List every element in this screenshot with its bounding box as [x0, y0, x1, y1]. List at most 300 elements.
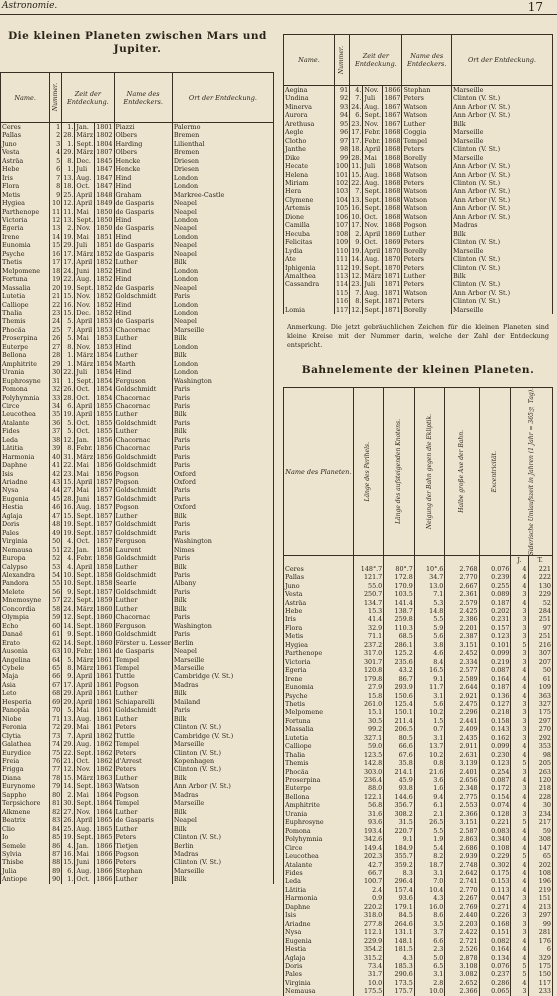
day: 12.: [63, 765, 74, 774]
place: Berlin: [172, 639, 273, 647]
table-row: [1, 301, 274, 309]
month: April: [75, 563, 95, 571]
place: Paris: [172, 554, 273, 562]
year: 1852: [96, 258, 113, 267]
discoverer: Watson: [114, 782, 172, 790]
period-days: 207: [528, 658, 553, 666]
period-days: 52: [528, 599, 553, 607]
inclination: 3.1: [414, 692, 445, 700]
node-longitude: 8.3: [384, 869, 415, 877]
day: 5.: [62, 419, 75, 427]
table-row: [284, 759, 553, 767]
planet-number: 73: [50, 732, 62, 740]
planet-number: 37: [50, 427, 62, 435]
day: 13.: [63, 215, 74, 224]
place: Bilk: [172, 715, 273, 723]
perihel-longitude: 100.7: [353, 877, 384, 885]
period-days: 297: [528, 717, 553, 725]
eccentricity: 0.221: [479, 818, 511, 826]
month: Mai: [75, 470, 95, 478]
eccentricity: 0.134: [479, 954, 511, 962]
table-row: [1, 478, 274, 486]
table-row: [1, 233, 274, 241]
semi-major-axis: 2.401: [445, 768, 479, 776]
planet-name: Lutetia: [1, 292, 50, 300]
planet-name: Ariadne: [284, 920, 354, 928]
inclination: 6.6: [414, 937, 445, 945]
planet-name: Parthenope: [1, 208, 50, 216]
planet-number: 85: [50, 833, 62, 841]
inclination: 21.6: [414, 768, 445, 776]
month: Oct.: [363, 238, 383, 246]
planet-number: 55: [50, 579, 62, 587]
discoverer: Chacornac: [114, 394, 172, 402]
planet-name: Nemausa: [284, 987, 354, 995]
month: Juni: [75, 495, 95, 503]
year: 1855: [96, 427, 113, 436]
planet-number: 53: [50, 563, 62, 571]
planet-name: Fortuna: [284, 717, 354, 725]
year: 1862: [96, 765, 113, 774]
eccentricity: 0.127: [479, 700, 511, 708]
table-row: [1, 470, 274, 478]
inclination: 1.6: [414, 784, 445, 792]
planet-name: Virginia: [1, 537, 50, 545]
place: Paris: [172, 385, 273, 393]
perihel-longitude: 123.5: [353, 751, 384, 759]
place: London: [172, 233, 273, 241]
table-row: [284, 204, 553, 212]
planet-name: Massalia: [1, 284, 50, 292]
planet-number: 60: [50, 622, 62, 630]
perihel-longitude: 31.7: [353, 970, 384, 978]
table-row: [1, 148, 274, 156]
discoverer: de Gasparis: [114, 317, 172, 325]
day: 24.: [63, 266, 74, 275]
year: 1856: [96, 461, 113, 470]
table-row: [1, 842, 274, 850]
perihel-longitude: 317.0: [353, 649, 384, 657]
place: Madras: [451, 221, 552, 229]
table-row: [1, 867, 274, 875]
table-row: [1, 875, 274, 883]
table-row: [284, 297, 553, 305]
table-row: [284, 624, 553, 632]
place: Bilk: [172, 410, 273, 418]
month: Oct.: [75, 875, 95, 883]
discoverer: Watson: [402, 204, 451, 212]
planet-name: Janthe: [284, 145, 335, 153]
place: Kopenhagen: [172, 757, 273, 765]
year: 1847: [96, 173, 113, 182]
planet-name: Terpsichore: [1, 799, 50, 807]
day: 2.: [62, 224, 75, 232]
period-days: 108: [528, 869, 553, 877]
day: 24.: [351, 102, 362, 111]
semi-major-axis: 3.151: [445, 641, 479, 649]
table-row: [284, 734, 553, 742]
day: 24.: [63, 604, 74, 613]
place: Bilk: [172, 825, 273, 833]
table-row: [284, 615, 553, 623]
planet-number: 87: [50, 850, 62, 858]
right-discovery-table: [283, 34, 553, 314]
month: Mai: [75, 334, 95, 342]
eccentricity: 0.158: [479, 717, 511, 725]
semi-major-axis: 2.387: [445, 632, 479, 640]
perihel-longitude: 42.7: [353, 861, 384, 869]
day: 8.: [350, 297, 363, 305]
planet-name: Pomona: [1, 385, 50, 393]
discoverer: Hind: [114, 368, 172, 376]
planet-number: 111: [335, 255, 349, 264]
planet-number: 88: [50, 858, 62, 866]
table-row: [1, 258, 274, 266]
year: 1861: [96, 680, 113, 689]
perihel-longitude: 0.9: [353, 894, 384, 902]
left-discovery-table: [0, 72, 274, 884]
planet-name: Hera: [284, 187, 335, 195]
day: 19.: [63, 528, 74, 537]
planet-name: Lätitia: [1, 444, 50, 452]
place: Ann Arbor (V. St.): [451, 111, 552, 119]
planet-name: Pandora: [1, 579, 50, 587]
perihel-longitude: 88.0: [353, 784, 384, 792]
period-years: 3: [511, 810, 528, 818]
year: 1854: [96, 385, 113, 394]
table-row: [1, 546, 274, 554]
year: 1857: [96, 511, 113, 520]
month: März: [76, 148, 94, 157]
node-longitude: 84.5: [384, 911, 415, 919]
inclination: 16.5: [414, 666, 445, 674]
day: 7.: [350, 94, 363, 102]
table-row: [284, 869, 553, 877]
discoverer: Piazzi: [114, 123, 172, 132]
table-row: [284, 230, 553, 238]
perihel-longitude: 93.6: [353, 818, 384, 826]
year: 1855: [96, 418, 113, 427]
place: Bilk: [172, 427, 273, 435]
perihel-longitude: 236.4: [353, 776, 384, 784]
table-row: [284, 793, 553, 801]
perihel-longitude: 261.0: [353, 700, 384, 708]
planet-name: Io: [1, 833, 50, 841]
discoverer: Pogson: [114, 470, 172, 478]
planet-name: Angelina: [1, 656, 50, 664]
day: 5.: [62, 317, 75, 325]
planet-name: Amphitrite: [284, 801, 354, 809]
month: April: [75, 317, 95, 325]
planet-name: Isis: [284, 911, 354, 919]
table-row: [284, 247, 553, 255]
table-row: [284, 582, 553, 590]
planet-name: Iphigenia: [284, 264, 335, 272]
col-node: Länge des aufsteigenden Knotens.: [384, 388, 415, 556]
eccentricity: 0.175: [479, 869, 511, 877]
table-row: [1, 208, 274, 216]
place: Clinton (V. St.): [451, 280, 552, 288]
day: 11.: [63, 207, 74, 216]
place: Clinton (V. St.): [451, 264, 552, 272]
inclination: 13.0: [414, 582, 445, 590]
table-row: [1, 250, 274, 258]
place: Neapel: [172, 647, 273, 655]
discoverer: Watson: [402, 111, 451, 119]
planet-name: Doris: [284, 962, 354, 970]
table-row: [1, 410, 274, 418]
node-longitude: 45.9: [384, 776, 415, 784]
year: 1857: [96, 537, 113, 546]
period-years: 3: [511, 615, 528, 623]
discoverer: Goldschmidt: [114, 495, 172, 503]
discoverer: Watson: [402, 171, 451, 179]
period-years: 5: [511, 759, 528, 767]
perihel-longitude: 15.3: [353, 607, 384, 615]
discoverer: Watson: [402, 289, 451, 297]
period-years: 4: [511, 869, 528, 877]
discoverer: Luther: [114, 351, 172, 359]
table-row: [1, 520, 274, 528]
table-row: [1, 563, 274, 571]
inclination: 3.1: [414, 970, 445, 978]
year: 1852: [96, 300, 113, 309]
perihel-longitude: 71.1: [353, 632, 384, 640]
table-row: [284, 725, 553, 733]
period-years: 4: [511, 565, 528, 573]
eccentricity: 0.157: [479, 624, 511, 632]
discoverer: d'Arrest: [114, 757, 172, 765]
day: 27.: [63, 486, 74, 495]
year: 1867: [384, 102, 401, 111]
planet-name: Clymene: [284, 196, 335, 204]
planet-name: Calliope: [284, 742, 354, 750]
semi-major-axis: 2.748: [445, 861, 479, 869]
table-row: [1, 419, 274, 427]
place: Ann Arbor (V. St.): [451, 204, 552, 212]
place: Washington: [172, 622, 273, 630]
planet-name: Proserpina: [284, 776, 354, 784]
eccentricity: 0.164: [479, 675, 511, 683]
table-row: [284, 599, 553, 607]
period-days: 308: [528, 835, 553, 843]
year: 1868: [384, 178, 401, 187]
place: Neapel: [172, 284, 273, 292]
planet-name: Hygiea: [284, 641, 354, 649]
day: 17.: [63, 258, 74, 267]
planet-name: Eugenia: [1, 495, 50, 503]
year: 1860: [96, 613, 113, 622]
planet-number: 11: [50, 208, 62, 216]
planet-number: 12: [50, 216, 62, 224]
place: Madras: [172, 681, 273, 689]
perihel-longitude: 220.2: [353, 903, 384, 911]
semi-major-axis: 2.526: [445, 945, 479, 953]
period-years: 3: [511, 717, 528, 725]
table-row: [284, 213, 553, 221]
place: Bilk: [172, 563, 273, 571]
discoverer: Ferguson: [114, 622, 172, 630]
planet-number: 24: [50, 317, 62, 325]
place: Bilk: [172, 596, 273, 604]
month: Juli: [75, 165, 95, 173]
day: 8.: [62, 444, 75, 452]
discoverer: de Gasparis: [114, 208, 172, 216]
period-days: 281: [528, 928, 553, 936]
perihel-longitude: 193.4: [353, 827, 384, 835]
inclination: 8.2: [414, 852, 445, 860]
day: 13.: [63, 173, 74, 182]
discoverer: Luther: [114, 774, 172, 782]
inclination: 9.4: [414, 793, 445, 801]
orbital-elements-table: [283, 387, 553, 996]
table-row: [1, 216, 274, 224]
semi-major-axis: 2.775: [445, 793, 479, 801]
year: 1866: [96, 849, 113, 858]
discoverer: Luther: [114, 410, 172, 418]
planet-number: 110: [335, 246, 349, 255]
discoverer: Tempel: [114, 740, 172, 748]
planet-name: Massalia: [284, 725, 354, 733]
place: Bilk: [172, 351, 273, 359]
table-row: [284, 692, 553, 700]
planet-number: 31: [50, 377, 62, 385]
year: 1861: [96, 723, 113, 732]
month: Mai: [75, 461, 95, 469]
col-number: Nummer.: [50, 73, 62, 123]
eccentricity: 0.218: [479, 708, 511, 716]
discoverer: Schiaparelli: [114, 698, 172, 706]
period-days: 59: [528, 827, 553, 835]
month: April: [75, 732, 95, 740]
planet-name: Euterpe: [1, 343, 50, 351]
month: Sept.: [76, 376, 94, 385]
day: 8.: [62, 157, 75, 165]
period-days: 65: [528, 852, 553, 860]
semi-major-axis: 2.878: [445, 954, 479, 962]
table-row: [1, 850, 274, 858]
semi-major-axis: 2.334: [445, 658, 479, 666]
period-years: 4: [511, 801, 528, 809]
node-longitude: 43.2: [384, 666, 415, 674]
period-days: 297: [528, 911, 553, 919]
period-years: 3: [511, 725, 528, 733]
day: 28.: [63, 131, 74, 140]
planet-number: 93: [334, 103, 349, 111]
eccentricity: 0.286: [479, 979, 511, 987]
year: 1851: [96, 241, 113, 250]
table-row: [284, 920, 553, 928]
planet-number: 25: [50, 326, 62, 334]
planet-name: [284, 297, 335, 305]
year: 1861: [96, 672, 113, 681]
planet-name: Pales: [284, 970, 354, 978]
place: Driesen: [172, 165, 273, 173]
day: 31.: [63, 452, 74, 461]
day: 16.: [63, 503, 74, 512]
year: 1868: [384, 136, 401, 145]
table-row: [284, 272, 553, 280]
day: 18.: [63, 182, 74, 191]
year: 1860: [96, 638, 113, 647]
period-years: 4: [511, 945, 528, 953]
period-days: 213: [528, 903, 553, 911]
semi-major-axis: 2.267: [445, 894, 479, 902]
month: März: [364, 271, 382, 280]
period-days: 233: [528, 987, 553, 995]
place: Clinton (V. St.): [451, 145, 552, 153]
table-row: [1, 199, 274, 207]
period-days: 117: [528, 979, 553, 987]
planet-number: 97: [334, 137, 349, 145]
day: 12.: [351, 271, 362, 280]
discoverer: Luther: [114, 427, 172, 435]
table-row: [284, 590, 553, 598]
planet-name: Eunomia: [1, 241, 50, 249]
month: Juni: [75, 858, 95, 866]
day: 1.: [62, 165, 75, 173]
planet-name: Cassandra: [284, 280, 335, 288]
planet-name: Nysa: [1, 486, 50, 494]
day: 15.: [63, 773, 74, 782]
day: 28.: [351, 153, 362, 162]
eccentricity: 0.187: [479, 599, 511, 607]
table-row: [284, 776, 553, 784]
table-row: [284, 632, 553, 640]
planet-name: Felicitas: [284, 238, 335, 246]
planet-name: Victoria: [1, 216, 50, 224]
planet-name: Egeria: [1, 224, 50, 232]
table-row: [1, 656, 274, 664]
node-longitude: 181.5: [384, 945, 415, 953]
month: Nov.: [75, 808, 95, 816]
planet-name: Leucothea: [284, 852, 354, 860]
node-longitude: 141.4: [384, 599, 415, 607]
planet-number: 7: [50, 174, 62, 182]
year: 1868: [384, 212, 401, 221]
year: 1861: [96, 697, 113, 706]
day: 14.: [63, 638, 74, 647]
planet-name: Pales: [1, 529, 50, 537]
place: Neapel: [172, 241, 273, 249]
month: Sept.: [76, 528, 94, 537]
day: 19.: [351, 263, 362, 272]
table-row: [1, 791, 274, 799]
table-row: [1, 157, 274, 165]
month: Sept.: [76, 215, 94, 224]
year: 1860: [96, 621, 113, 630]
place: Bremen: [172, 148, 273, 156]
planet-number: 48: [50, 520, 62, 528]
table-row: [1, 182, 274, 190]
place: London: [172, 368, 273, 376]
place: Clinton (V. St.): [451, 94, 552, 102]
eccentricity: 0.239: [479, 573, 511, 581]
table-row: [284, 861, 553, 869]
eccentricity: 0.099: [479, 649, 511, 657]
semi-major-axis: 2.921: [445, 692, 479, 700]
planet-name: Ceres: [284, 565, 354, 573]
planet-number: 1: [50, 123, 62, 132]
month: Oct.: [75, 385, 95, 393]
planet-number: 35: [50, 410, 62, 418]
period-days: 202: [528, 861, 553, 869]
month: April: [363, 145, 383, 153]
semi-major-axis: 2.939: [445, 852, 479, 860]
year: 1865: [96, 824, 113, 833]
year: 1866: [96, 866, 113, 875]
table-row: [284, 649, 553, 657]
